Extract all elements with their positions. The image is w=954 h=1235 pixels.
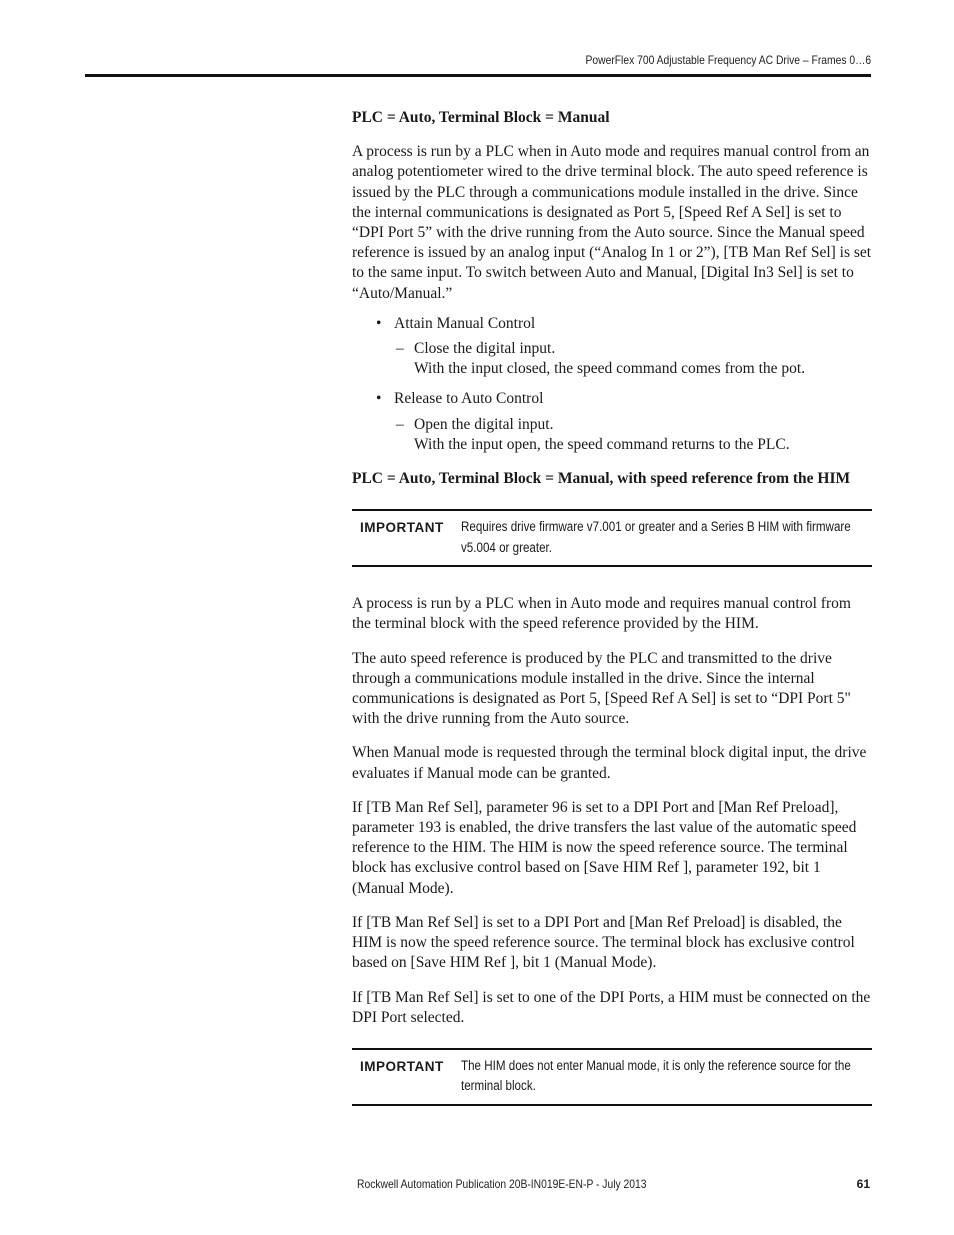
bullet-icon: • bbox=[376, 390, 382, 408]
section-heading-him-reference: PLC = Auto, Terminal Block = Manual, with speed reference from the HIM bbox=[352, 470, 851, 488]
sub-action: Close the digital input. bbox=[414, 340, 556, 358]
main-content bbox=[352, 108, 872, 1133]
body-paragraph: The auto speed reference is produced by the PLC and transmitted to the drive through a communications module installed in the drive. Since the internal communications is designated as Port 5, [Speed Ref A Sel] is set to “DPI Port 5" with the drive running from the Auto source. bbox=[352, 649, 851, 728]
body-paragraph: If [TB Man Ref Sel] is set to one of the DPI Ports, a HIM must be connected on the DPI Port selected. bbox=[352, 988, 871, 1026]
important-callout bbox=[352, 509, 872, 567]
bullet-label: Attain Manual Control bbox=[394, 314, 536, 332]
dash-icon: – bbox=[396, 415, 404, 433]
sub-list-item bbox=[352, 415, 872, 455]
bullet-label: Release to Auto Control bbox=[394, 390, 544, 408]
important-text bbox=[461, 517, 872, 558]
body-paragraph: If [TB Man Ref Sel], parameter 96 is set to a DPI Port and [Man Ref Preload], parameter 193 is enabled, the drive transfers the last value of the automatic speed reference to the HIM. The HIM is now the speed reference source. The terminal block has exclusive control based on [Save HIM Ref ], parameter 192, bit 1 (Manual Mode). bbox=[352, 798, 857, 897]
important-label: IMPORTANT bbox=[360, 520, 444, 536]
sub-action: Open the digital input. bbox=[414, 415, 554, 433]
body-paragraph: If [TB Man Ref Sel] is set to a DPI Port and [Man Ref Preload] is disabled, the HIM is now the speed reference source. The terminal block has exclusive control based on [Save HIM Ref ], bit 1 (Manual Mode). bbox=[352, 913, 855, 972]
important-text-content: The HIM does not enter Manual mode, it is only the reference source for the terminal block. bbox=[461, 1057, 851, 1094]
dash-icon: – bbox=[396, 340, 404, 358]
body-paragraph: When Manual mode is requested through the terminal block digital input, the drive evaluates if Manual mode can be granted. bbox=[352, 744, 867, 782]
important-callout bbox=[352, 1048, 872, 1106]
important-label: IMPORTANT bbox=[360, 1058, 444, 1074]
bullet-icon: • bbox=[376, 314, 382, 332]
header-rule bbox=[85, 74, 871, 77]
sub-result: With the input open, the speed command returns to the PLC. bbox=[414, 435, 790, 453]
list-item bbox=[352, 389, 872, 409]
running-header: PowerFlex 700 Adjustable Frequency AC Drive – Frames 0…6 bbox=[585, 53, 871, 67]
sub-result: With the input closed, the speed command comes from the pot. bbox=[414, 360, 806, 378]
sub-list-item bbox=[352, 339, 872, 379]
list-item bbox=[352, 314, 872, 334]
body-paragraph: A process is run by a PLC when in Auto mode and requires manual control from the terminal block with the speed reference provided by the HIM. bbox=[352, 595, 851, 633]
body-paragraph: A process is run by a PLC when in Auto mode and requires manual control from an analog potentiometer wired to the drive terminal block. The auto speed reference is issued by the PLC through a communications module installed in the drive. Since the internal communications is designated as Port 5, [Speed Ref A Sel] is set to “DPI Port 5” with the drive running from the Auto source. Since the Manual speed reference is issued by an analog input (“Analog In 1 or 2”), [TB Man Ref Sel] is set to the same input. To switch between Auto and Manual, [Digital In3 Sel] is set to “Auto/Manual.” bbox=[352, 143, 872, 302]
section-heading-plc-auto-tb-manual: PLC = Auto, Terminal Block = Manual bbox=[352, 109, 610, 126]
important-text bbox=[461, 1056, 872, 1097]
page-number: 61 bbox=[856, 1177, 870, 1191]
footer-publication: Rockwell Automation Publication 20B-IN019E-EN-P - July 2013 bbox=[357, 1177, 647, 1191]
important-text-content: Requires drive firmware v7.001 or greater and a Series B HIM with firmware v5.004 or greater. bbox=[461, 519, 851, 555]
